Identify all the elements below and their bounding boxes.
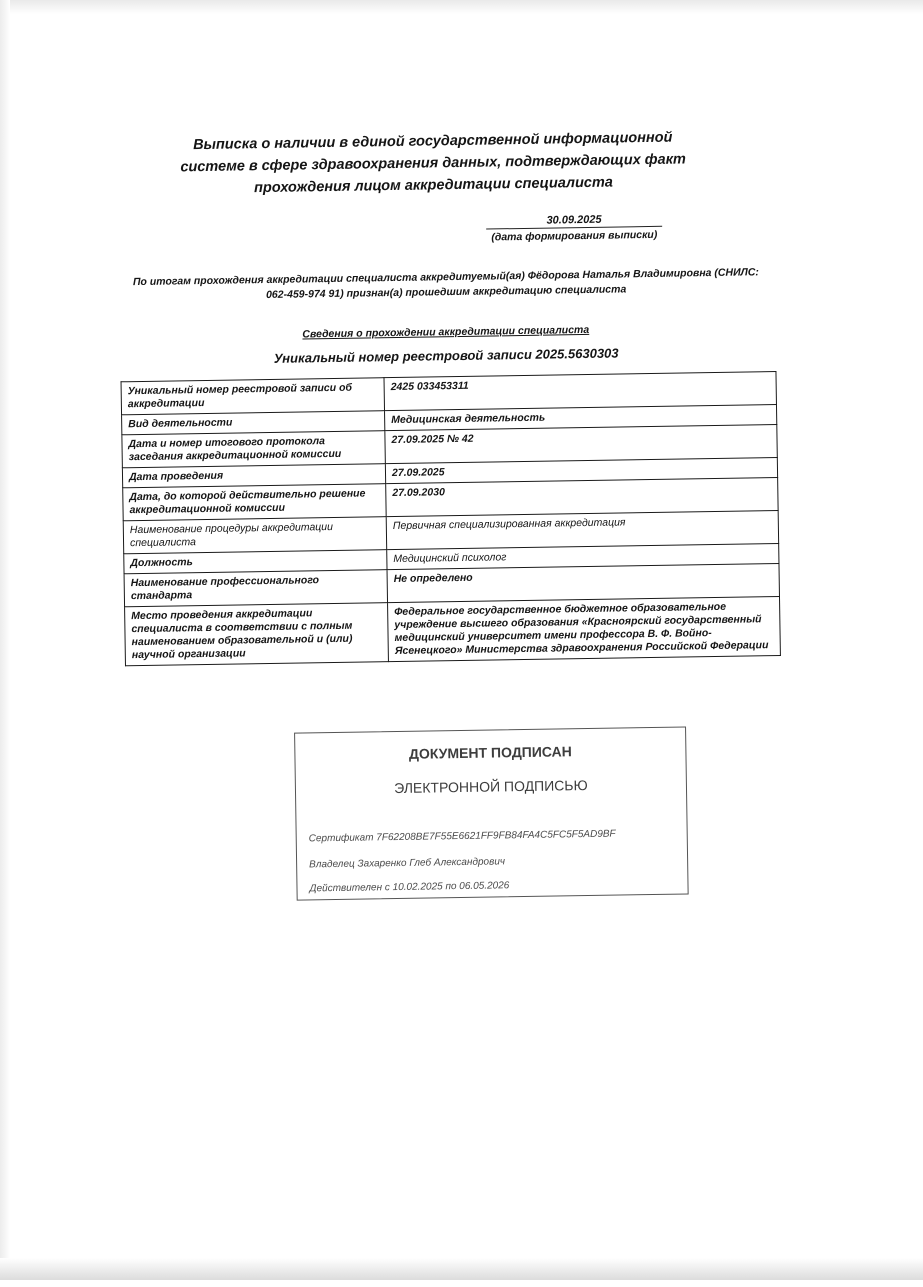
extract-date-block — [486, 213, 662, 244]
accreditation-table — [121, 371, 781, 666]
row-label: Уникальный номер реестровой записи об аккредитации — [121, 378, 384, 415]
row-value: 27.09.2025 — [385, 457, 777, 483]
owner-value: Захаренко Глеб Александрович — [357, 856, 506, 870]
stamp-title: ДОКУМЕНТ ПОДПИСАН — [408, 743, 572, 762]
row-value: Медицинская деятельность — [385, 405, 777, 431]
row-value: Не определено — [387, 563, 779, 602]
title-line-2: системе в сфере здравоохранения данных, подтверждающих факт — [180, 151, 686, 176]
certificate-value: 7F62208BE7F55E6621FF9FB84FA4C5FC5F5AD9BF — [376, 828, 616, 844]
extract-date-caption: (дата формирования выписки) — [491, 228, 658, 244]
extract-date: 30.09.2025 — [486, 213, 662, 230]
row-label: Вид деятельности — [122, 411, 385, 435]
row-label: Дата и номер итогового протокола заседания аккредитационной комиссии — [122, 431, 385, 468]
certificate-label: Сертификат — [308, 832, 374, 845]
stamp-certificate — [309, 829, 616, 845]
owner-label: Владелец — [309, 858, 355, 871]
row-label: Дата проведения — [122, 464, 385, 488]
intro-paragraph — [111, 265, 781, 306]
row-value: 27.09.2030 — [386, 477, 778, 516]
electronic-signature-stamp — [294, 726, 689, 900]
stamp-owner — [309, 856, 505, 870]
table-row — [125, 596, 781, 665]
row-value: 27.09.2025 № 42 — [385, 425, 777, 464]
row-value: Медицинский психолог — [387, 543, 779, 569]
document-title — [173, 126, 694, 200]
section-heading: Сведения о прохождении аккредитации специалиста — [302, 323, 590, 341]
title-line-1: Выписка о наличии в единой государственной информационной — [193, 129, 673, 154]
intro-line-2: 062-459-974 91) признан(а) прошедшим аккредитацию специалиста — [265, 283, 627, 302]
row-label: Наименование профессионального стандарта — [124, 570, 387, 607]
row-label: Дата, до которой действительно решение аккредитационной комиссии — [123, 484, 386, 521]
row-value: 2425 033453311 — [384, 372, 776, 411]
title-line-3: прохождения лицом аккредитации специалиста — [253, 174, 614, 197]
stamp-subtitle: ЭЛЕКТРОННОЙ ПОДПИСЬЮ — [394, 777, 588, 797]
row-value: Федеральное государственное бюджетное образовательное учреждение высшего образования «Красноярский государственный медицинский университет имени профессора В. Ф. Войно-Ясенецкого» Министерства здравоохранения Российской Федерации — [388, 596, 781, 661]
row-label: Наименование процедуры аккредитации специалиста — [123, 517, 386, 554]
row-value: Первичная специализированная аккредитация — [386, 510, 778, 549]
registry-number-heading: Уникальный номер реестровой записи 2025.5630303 — [273, 345, 619, 366]
row-label: Должность — [124, 550, 387, 574]
row-label: Место проведения аккредитации специалиста в соответствии с полным наименованием образовательной и (или) научной организации — [125, 603, 389, 666]
intro-line-1: По итогам прохождения аккредитации специалиста аккредитуемый(ая) Фёдорова Наталья Владимировна (СНИЛС: — [132, 266, 759, 289]
stamp-validity: Действителен с 10.02.2025 по 06.05.2026 — [309, 880, 510, 895]
